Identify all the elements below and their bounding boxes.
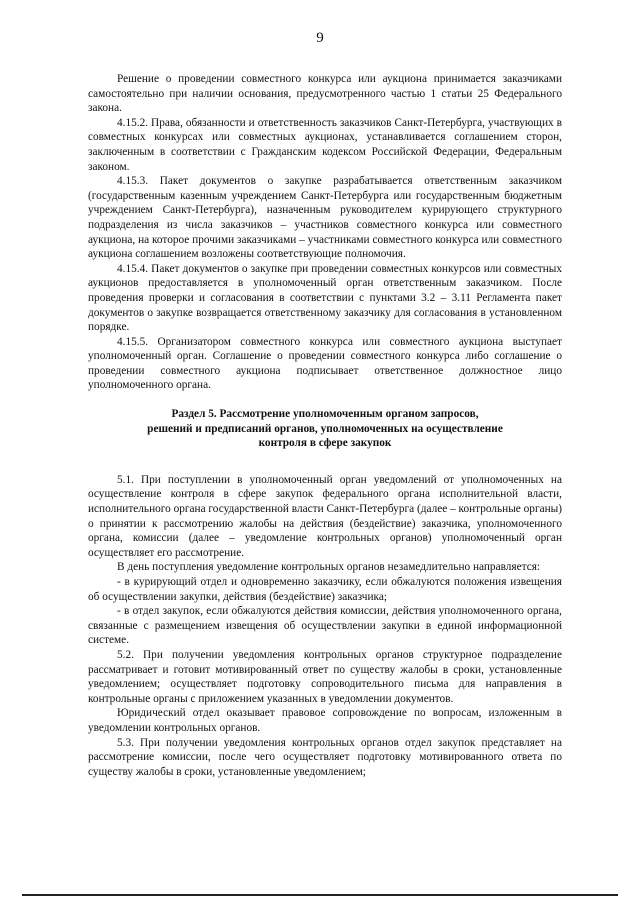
list-item-curating-dept: - в курирующий отдел и одновременно заказчику, если обжалуются положения извещения об осуществлении закупки, действия (бездействие) заказчика;: [88, 576, 562, 603]
paragraph-5-3: 5.3. При получении уведомления контрольных органов отдел закупок представляет на рассмотрение комиссии, после чего осуществляет подготовку мотивированного ответа по существу жалобы в сроки, установленные уведомлением;: [88, 736, 562, 778]
paragraph-4-15-3: 4.15.3. Пакет документов о закупке разрабатывается ответственным заказчиком (государственным казенным учреждением Санкт-Петербурга или государственным бюджетным учреждением Санкт-Петербурга), назначенным руководителем курирующего структурного подразделения из числа заказчиков – участников совместного конкурса или совместного аукциона, на которое прочими заказчиками – участниками совместного конкурса или совместного аукциона соглашением возложены соответствующие полномочия.: [88, 175, 562, 261]
paragraph-4-15-5: 4.15.5. Организатором совместного конкурса или совместного аукциона выступает уполномоченный орган. Соглашение о проведении совместного конкурса либо соглашение о проведении совместного аукциона подписывает ответственное должностное лицо уполномоченного органа.: [88, 335, 562, 392]
section-heading-line-2: решений и предписаний органов, уполномоченных на осуществление: [147, 422, 503, 435]
section-heading-line-3: контроля в сфере закупок: [258, 437, 392, 450]
paragraph-4-15-2: 4.15.2. Права, обязанности и ответственность заказчиков Санкт-Петербурга, участвующих в совместных конкурсах или совместных аукционах, устанавливается соглашением сторон, заключенным в соответствии с Гражданским кодексом Российской Федерации, Федеральным законом.: [88, 116, 562, 173]
section-heading-line-1: Раздел 5. Рассмотрение уполномоченным органом запросов,: [171, 408, 479, 421]
paragraph-decision: Решение о проведении совместного конкурса или аукциона принимается заказчиками самостоятельно при наличии основания, предусмотренного частью 1 статьи 25 Федерального закона.: [88, 73, 562, 115]
paragraph-same-day: В день поступления уведомление контрольных органов незамедлительно направляется:: [117, 561, 541, 574]
scan-edge-line: [22, 894, 618, 896]
paragraph-5-2: 5.2. При получении уведомления контрольных органов структурное подразделение рассматривает и готовит мотивированный ответ по существу жалобы в сроки, установленные уведомлением; осуществляет подготовку сопроводительного письма для направления в контрольные органы с приложением указанных в уведомлении документов.: [88, 648, 562, 705]
paragraph-5-1: 5.1. При поступлении в уполномоченный орган уведомлений от уполномоченных на осуществление контроля в сфере закупок федерального органа исполнительной власти, исполнительного органа государственной власти Санкт-Петербурга (далее – контрольные органы) о принятии к рассмотрению жалобы на действия (бездействие) заказчика, уполномоченного органа, комиссии (далее – уведомление контрольных органов) уполномоченный орган осуществляет его рассмотрение.: [88, 473, 562, 559]
paragraph-legal-dept: Юридический отдел оказывает правовое сопровождение по вопросам, изложенным в уведомлении контрольных органов.: [88, 707, 562, 734]
list-item-procurement-dept: - в отдел закупок, если обжалуются действия комиссии, действия уполномоченного органа, связанные с размещением извещения об осуществлении закупки в единой информационной системе.: [88, 605, 562, 647]
paragraph-4-15-4: 4.15.4. Пакет документов о закупке при проведении совместных конкурсов или совместных аукционов предоставляется в уполномоченный орган ответственным заказчиком. После проведения проверки и согласования в соответствии с пунктами 3.2 – 3.11 Регламента пакет документов о закупке возвращается ответственному заказчику для согласования в установленном порядке.: [88, 262, 562, 334]
page-number: 9: [316, 30, 324, 46]
document-body: [88, 0, 562, 779]
